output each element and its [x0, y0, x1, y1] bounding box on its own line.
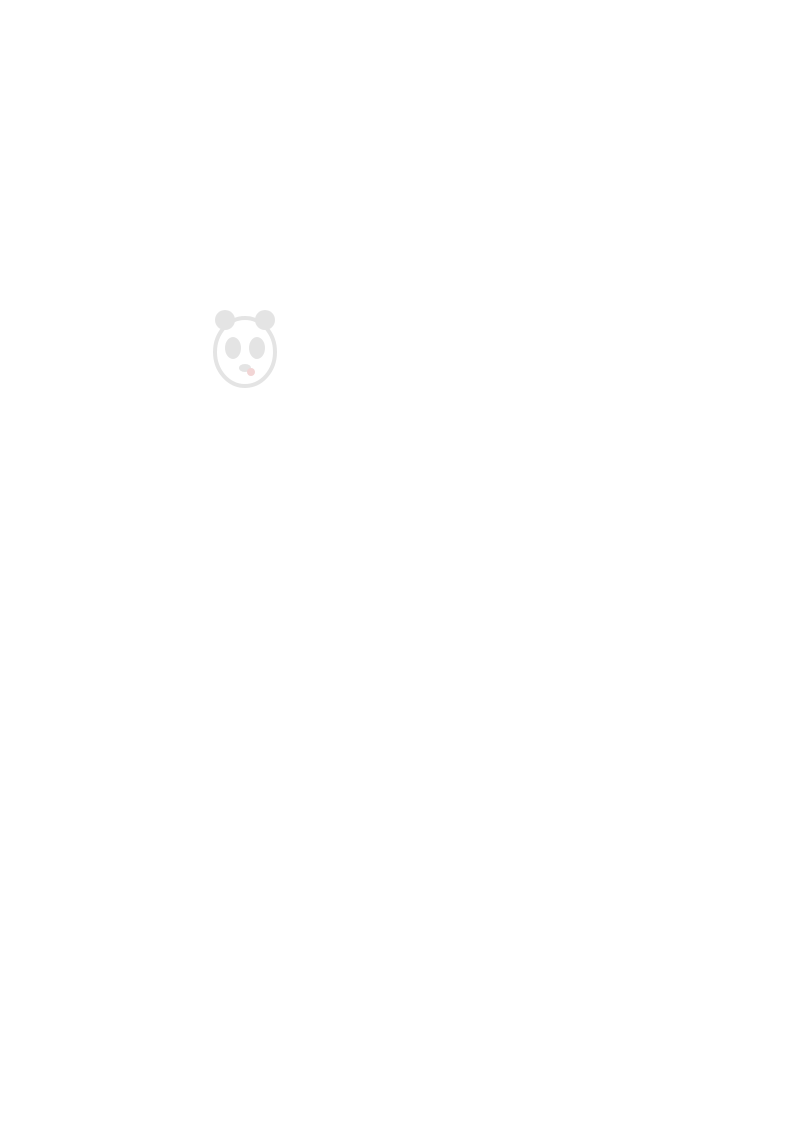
watermark	[205, 290, 435, 420]
panda-logo-icon	[205, 302, 285, 392]
